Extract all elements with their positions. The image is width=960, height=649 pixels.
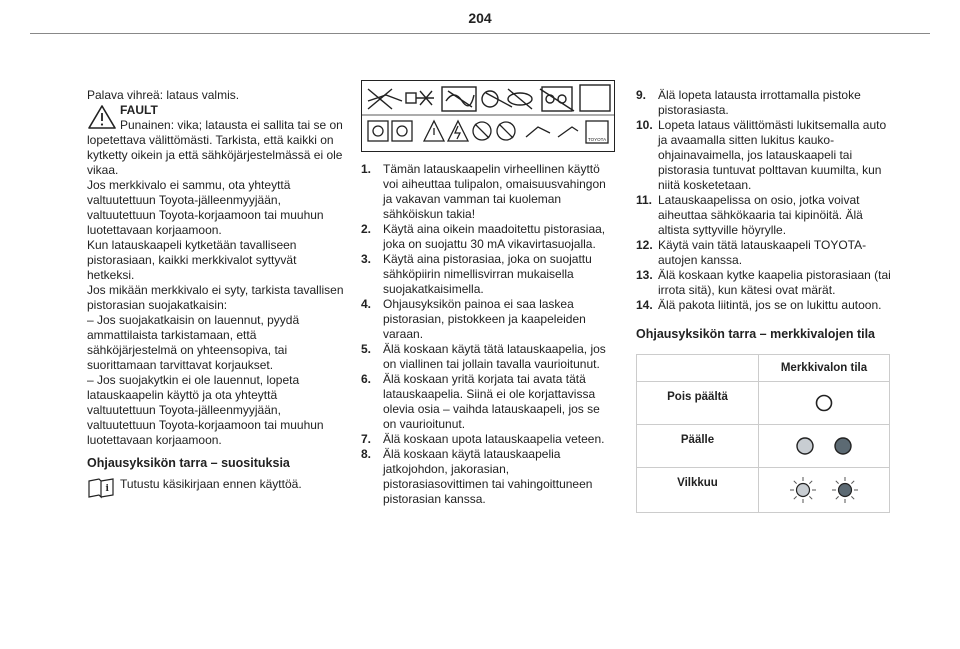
fault-text: Punainen: vika; latausta ei sallita tai se on lopetettava välittömästi. Tarkista, että kaikki on kytketty oikein ja että sähköjärjestelmässä ei ole vikaa. [87, 118, 343, 177]
middle-column [361, 80, 616, 507]
paragraph-2: Kun latauskaapeli kytketään tavalliseen pistorasiaan, kaikki merkkivalot syttyvät hetkeksi. [87, 238, 297, 282]
fault-heading: FAULT [120, 103, 158, 117]
list-item: 5. Älä koskaan käytä tätä latauskaapelia, jos on viallinen tai jollain tavalla vaurioitunut. [361, 342, 606, 371]
lamp-on-light-icon [795, 436, 815, 456]
lamp-status-table [636, 354, 890, 513]
list-item: 13. Älä koskaan kytke kaapelia pistorasiaan (tai irrota sitä), kun kätesi ovat märät. [636, 268, 891, 297]
dash-item-1: – Jos suojakatkaisin on lauennut, pyydä ammattilaista tarkistamaan, että sähköjärjestelmä on yhteensopiva, tai suorittamaan tarvittavat korjaukset. [87, 313, 300, 372]
list-item: 3. Käytä aina pistorasiaa, joka on suojattu sähköpiirin nimellisvirran mukaisella suojakatkaisimella. [361, 252, 592, 296]
table-row [637, 425, 889, 468]
list-item: 2. Käytä aina oikein maadoitettu pistorasiaa, joka on suojattu 30 mA vikavirtasuojalla. [361, 222, 606, 251]
list-item: 6. Älä koskaan yritä korjata tai avata tätä latauskaapelia. Siinä ei ole korjattavissa olevia osia – vaihda latauskaapeli, jos se on vaurioitunut. [361, 372, 600, 431]
lamp-blink-light-icon [789, 476, 817, 504]
list-item: 9. Älä lopeta latausta irrottamalla pistoke pistorasiasta. [636, 88, 861, 117]
list-item: 10. Lopeta lataus välittömästi lukitsemalla auto ja avaamalla sitten lukitus kauko-ohjainavaimella, jos latauskaapeli tai pistorasia tuntuvat polttavan kuumilta, kun niitä kosketetaan. [636, 118, 887, 192]
table-row [637, 382, 889, 425]
list-item: 12. Käytä vain tätä latauskaapeli TOYOTA-autojen kanssa. [636, 238, 867, 267]
list-item: 1. Tämän latauskaapelin virheellinen käyttö voi aiheuttaa tulipalon, omaisuusvahingon ja vakavan vamman tai kuoleman sähköiskun takia! [361, 162, 606, 221]
paragraph-3: Jos mikään merkkivalo ei syty, tarkista tavallisen pistorasian suojakatkaisin: [87, 283, 344, 312]
warning-triangle-icon [87, 104, 117, 130]
paragraph-1: Jos merkkivalo ei sammu, ota yhteyttä valtuutettuun Toyota-jälleenmyyjään, valtuutettuun Toyota-korjaamoon tai muuhun luotettavaan korjaamoon. [87, 178, 324, 237]
lamp-off-icon [814, 393, 834, 413]
list-item: 4. Ohjausyksikön painoa ei saa laskea pistorasian, pistokkeen ja kaapeleiden varaan. [361, 297, 586, 341]
warning-list-right [636, 88, 891, 313]
lamp-on-dark-icon [833, 436, 853, 456]
section-title-lamp-status: Ohjausyksikön tarra – merkkivalojen tila [636, 327, 876, 341]
label-brand-text: TOYOTA [588, 137, 607, 142]
row-label: Päälle [637, 425, 759, 467]
table-header-row [637, 355, 889, 382]
right-column [636, 88, 891, 513]
table-row [637, 468, 889, 512]
manual-note-text: Tutustu käsikirjaan ennen käyttöä. [120, 477, 302, 491]
intro-text: Palava vihreä: lataus valmis. [87, 88, 240, 102]
header-rule [30, 33, 930, 34]
lamp-blink-dark-icon [831, 476, 859, 504]
warning-list-middle [361, 162, 616, 507]
section-title-recommendations: Ohjausyksikön tarra – suosituksia [87, 456, 290, 470]
svg-text:i: i [105, 484, 109, 494]
manual-note [87, 477, 345, 499]
list-item: 8. Älä koskaan käytä latauskaapelia jatkojohdon, jakorasian, pistorasiasovittimen tai vahingoittuneen pistorasian kanssa. [361, 447, 593, 506]
left-column [87, 88, 345, 499]
row-label: Vilkkuu [637, 468, 759, 512]
control-unit-label-image [361, 80, 615, 152]
list-item: 11. Latauskaapelissa on osio, jotka voivat aiheuttaa sähkökaaria tai kipinöitä. Älä altista syttyville höyrylle. [636, 193, 863, 237]
page-number: 204 [468, 10, 492, 26]
list-item: 7. Älä koskaan upota latauskaapelia veteen. [361, 432, 605, 446]
list-item: 14. Älä pakota liitintä, jos se on lukittu autoon. [636, 298, 882, 312]
manual-book-icon [87, 477, 117, 499]
label-pictograms [362, 81, 614, 151]
table-header: Merkkivalon tila [780, 361, 868, 374]
dash-item-2: – Jos suojakytkin ei ole lauennut, lopeta latauskaapelin käyttö ja ota yhteyttä valtuutettuun Toyota-jälleenmyyjään, valtuutettuun Toyota-korjaamoon tai muuhun luotettavaan korjaamoon. [87, 373, 324, 447]
row-label: Pois päältä [637, 382, 759, 424]
